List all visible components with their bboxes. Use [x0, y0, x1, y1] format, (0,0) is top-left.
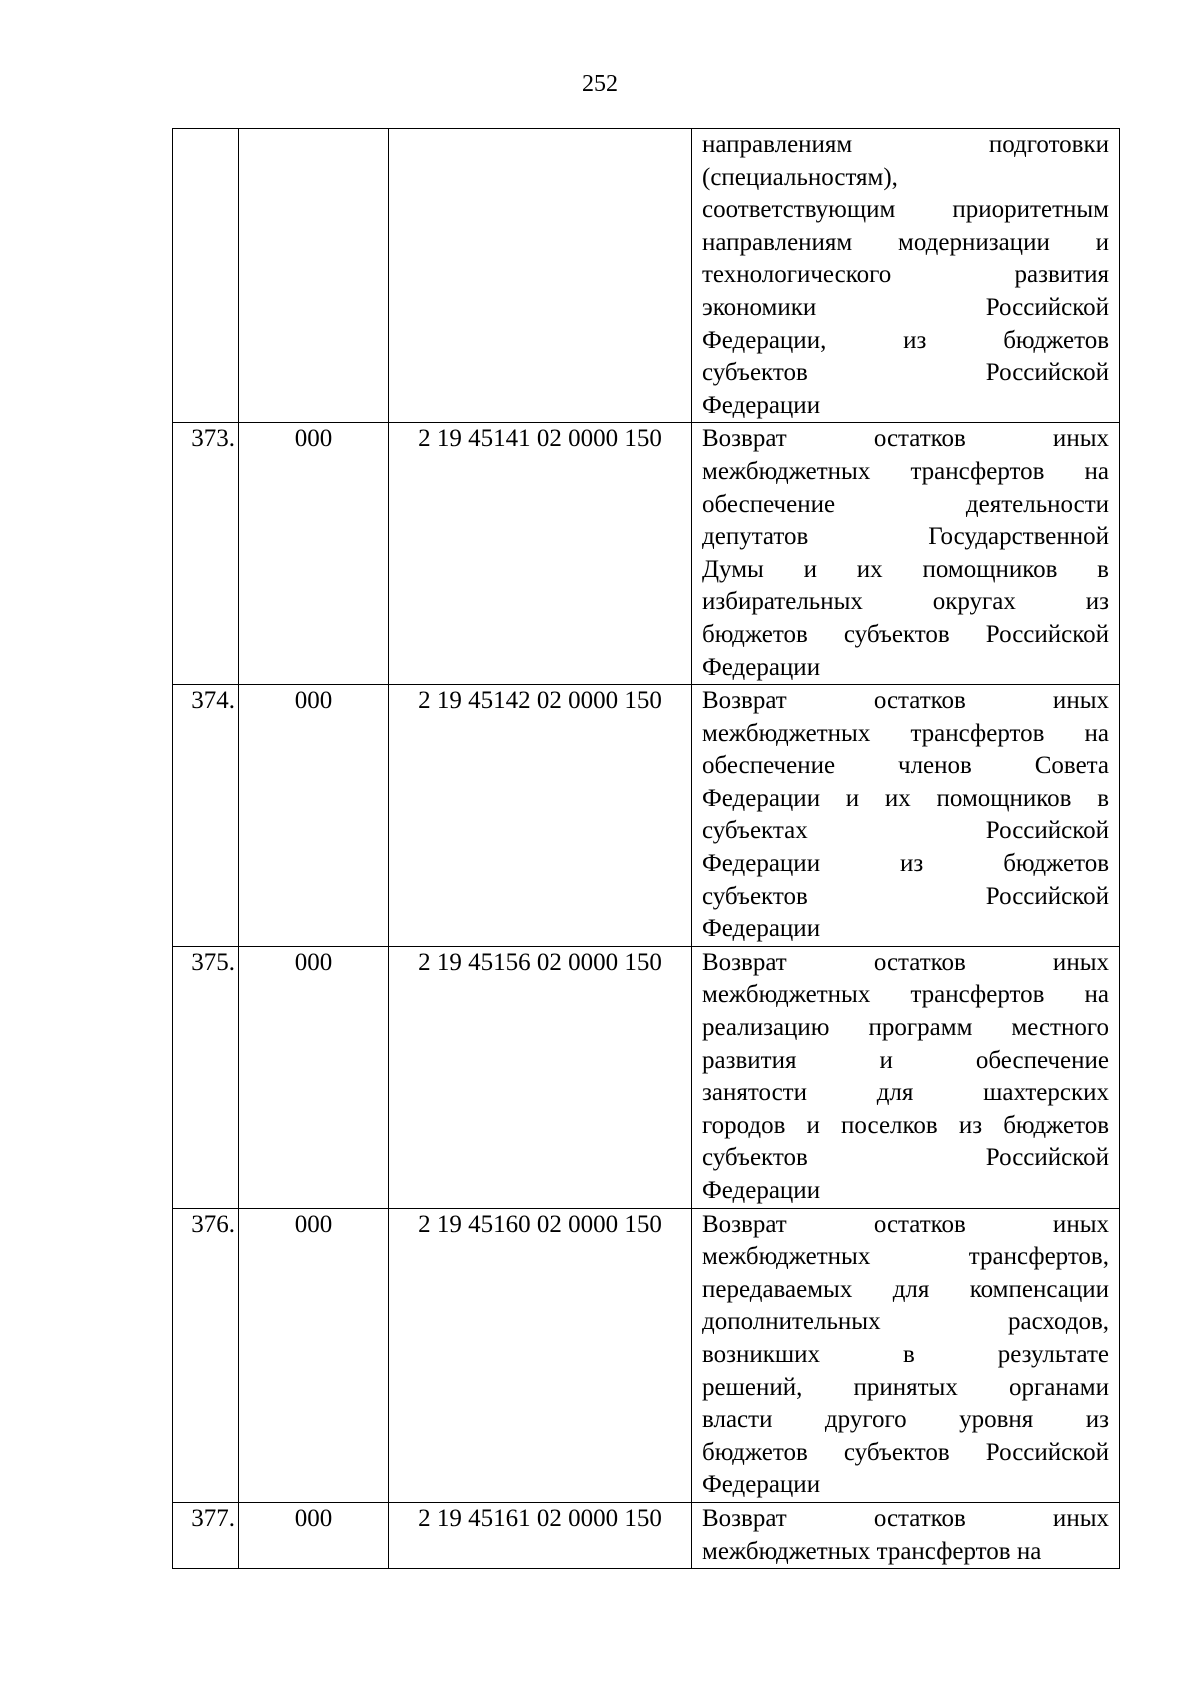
row-number-cell: 374. [173, 685, 239, 947]
income-name-line: бюджетов субъектов Российской [702, 620, 1109, 648]
table-row [173, 423, 1120, 685]
administrator-code-cell: 000 [239, 1208, 389, 1502]
income-name-line: межбюджетных трансфертов, [702, 1243, 1109, 1271]
income-name-line: (специальностям), [702, 163, 898, 191]
income-name-line: обеспечение деятельности [702, 490, 1109, 518]
table-body [173, 129, 1120, 1569]
table-row [173, 685, 1120, 947]
row-number-cell: 377. [173, 1502, 239, 1568]
income-name-line: занятости для шахтерских [702, 1079, 1109, 1107]
income-name-line: передаваемых для компенсации [702, 1275, 1109, 1303]
income-name-line: решений, принятых органами [702, 1373, 1109, 1401]
income-name-line: межбюджетных трансфертов на [702, 1537, 1042, 1565]
income-name-line: субъектах Российской [702, 817, 1109, 845]
income-name-line: бюджетов субъектов Российской [702, 1438, 1109, 1466]
income-name-cell [692, 685, 1120, 947]
table-row [173, 1502, 1120, 1568]
income-name-cell [692, 946, 1120, 1208]
table-row [173, 946, 1120, 1208]
income-code-cell: 2 19 45156 02 0000 150 [389, 946, 692, 1208]
table-row [173, 1208, 1120, 1502]
income-name-line: Возврат остатков иных [702, 1210, 1109, 1238]
income-name-line: Возврат остатков иных [702, 1504, 1109, 1532]
income-name-line: городов и поселков из бюджетов [702, 1111, 1109, 1139]
row-number-cell [173, 129, 239, 423]
table-row [173, 129, 1120, 423]
income-name-line: власти другого уровня из [702, 1406, 1109, 1434]
income-name-line: субъектов Российской [702, 359, 1109, 387]
administrator-code-cell: 000 [239, 685, 389, 947]
income-name-line: экономики Российской [702, 293, 1109, 321]
income-code-cell: 2 19 45160 02 0000 150 [389, 1208, 692, 1502]
income-name-line: избирательных округах из [702, 588, 1109, 616]
income-name-line: соответствующим приоритетным [702, 196, 1109, 224]
income-name-line: субъектов Российской [702, 882, 1109, 910]
income-name-line: Федерации и их помощников в [702, 784, 1109, 812]
income-name-line: развития и обеспечение [702, 1046, 1109, 1074]
income-name-line: Федерации [702, 915, 821, 943]
income-name-line: Федерации, из бюджетов [702, 326, 1109, 354]
income-name-line: Федерации [702, 653, 821, 681]
income-name-line: Федерации [702, 391, 821, 419]
income-name-cell [692, 1502, 1120, 1568]
row-number-cell: 375. [173, 946, 239, 1208]
income-name-line: возникших в результате [702, 1340, 1109, 1368]
income-name-line: Федерации [702, 1177, 821, 1204]
administrator-code-cell [239, 129, 389, 423]
income-code-cell: 2 19 45141 02 0000 150 [389, 423, 692, 685]
income-name-line: Думы и их помощников в [702, 555, 1109, 583]
income-name-line: обеспечение членов Совета [702, 752, 1109, 780]
administrator-code-cell: 000 [239, 423, 389, 685]
administrator-code-cell: 000 [239, 946, 389, 1208]
income-name-line: субъектов Российской [702, 1144, 1109, 1172]
income-name-line: технологического развития [702, 261, 1109, 289]
income-name-line: Федерации [702, 1471, 821, 1499]
income-code-cell [389, 129, 692, 423]
income-name-line: депутатов Государственной [702, 523, 1109, 551]
income-code-cell: 2 19 45161 02 0000 150 [389, 1502, 692, 1568]
income-name-line: Возврат остатков иных [702, 687, 1109, 715]
income-name-line: дополнительных расходов, [702, 1308, 1109, 1336]
income-name-line: межбюджетных трансфертов на [702, 719, 1109, 747]
page-number: 252 [582, 71, 618, 97]
budget-codes-table [172, 128, 1120, 1569]
income-name-line: направлениям модернизации и [702, 228, 1109, 256]
income-name-line: межбюджетных трансфертов на [702, 457, 1109, 485]
row-number-cell: 376. [173, 1208, 239, 1502]
income-name-cell [692, 1208, 1120, 1502]
administrator-code-cell: 000 [239, 1502, 389, 1568]
income-name-line: направлениям подготовки [702, 131, 1109, 158]
income-name-line: реализацию программ местного [702, 1014, 1109, 1042]
income-name-line: Возврат остатков иных [702, 425, 1109, 453]
row-number-cell: 373. [173, 423, 239, 685]
income-name-cell [692, 423, 1120, 685]
income-name-cell [692, 129, 1120, 423]
income-name-line: межбюджетных трансфертов на [702, 981, 1109, 1009]
income-code-cell: 2 19 45142 02 0000 150 [389, 685, 692, 947]
income-name-line: Возврат остатков иных [702, 948, 1109, 976]
income-name-line: Федерации из бюджетов [702, 850, 1109, 878]
